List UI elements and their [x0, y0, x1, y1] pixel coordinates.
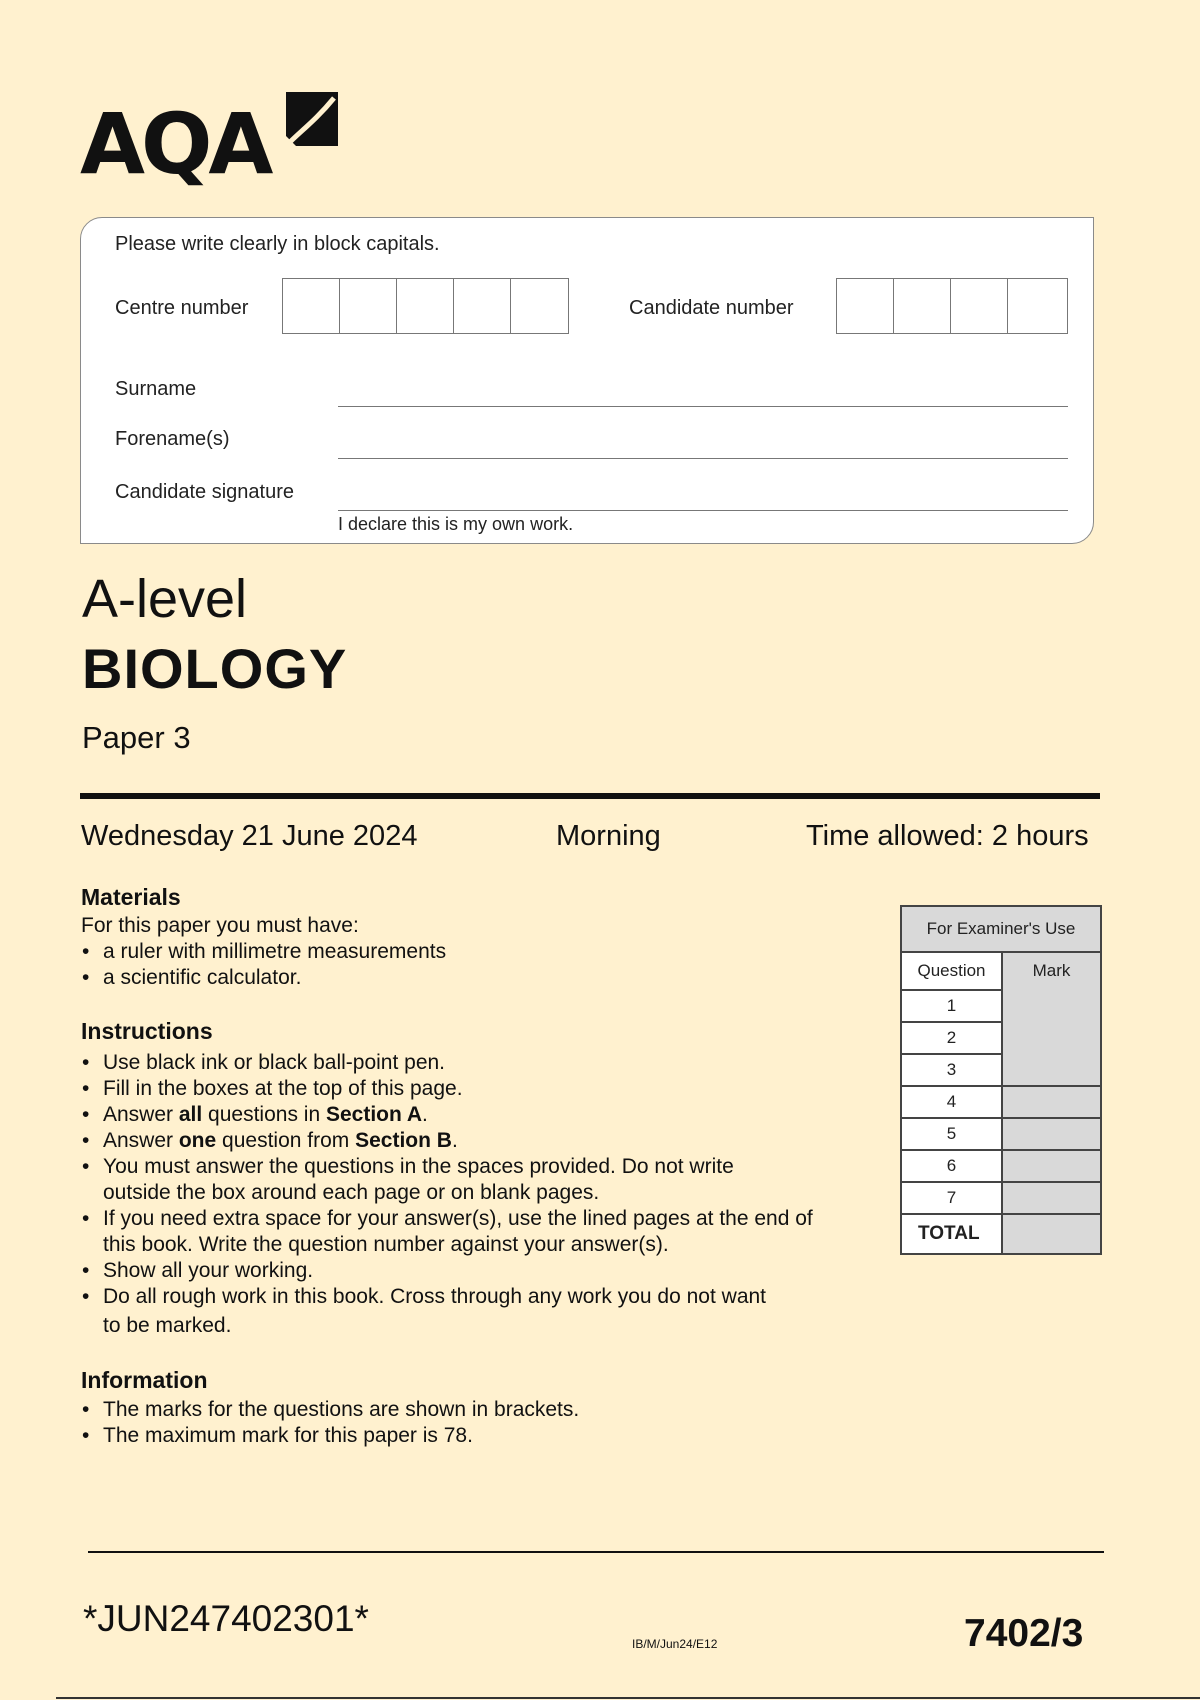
- list-item: • Answer one question from Section B.: [81, 1128, 881, 1154]
- centre-number-digit[interactable]: [397, 279, 454, 333]
- barcode-text: *JUN247402301*: [83, 1598, 369, 1639]
- question-number: 6: [901, 1150, 1002, 1182]
- forenames-label: Forename(s): [115, 428, 230, 450]
- subject-title: BIOLOGY: [82, 637, 348, 700]
- information-heading: Information: [81, 1367, 208, 1393]
- candidate-number-label: Candidate number: [629, 297, 794, 319]
- exam-date: Wednesday 21 June 2024: [81, 820, 418, 852]
- materials-list: [81, 939, 841, 991]
- mark-cell: [1002, 1150, 1101, 1182]
- list-item: • The maximum mark for this paper is 78.: [81, 1423, 841, 1449]
- examiners-use-title: For Examiner's Use: [901, 906, 1101, 952]
- list-item: • The marks for the questions are shown in brackets.: [81, 1397, 841, 1423]
- paper-code: 7402/3: [964, 1612, 1084, 1655]
- total-label: TOTAL: [901, 1214, 1002, 1254]
- instructions-section: [81, 1018, 881, 1339]
- information-list: [81, 1397, 841, 1449]
- centre-number-digit[interactable]: [283, 279, 340, 333]
- candidate-number-boxes: [836, 278, 1068, 334]
- list-item: • If you need extra space for your answer(s), use the lined pages at the end of this book. Write the question number against your answer(s).: [81, 1206, 881, 1258]
- question-number: 7: [901, 1182, 1002, 1214]
- candidate-details-box: [80, 217, 1094, 544]
- surname-line[interactable]: [338, 406, 1068, 407]
- exam-session: Morning: [556, 820, 661, 852]
- candidate-number-digit[interactable]: [837, 279, 894, 333]
- signature-label: Candidate signature: [115, 481, 295, 503]
- signature-line[interactable]: [338, 510, 1068, 511]
- examiners-use-table: [900, 905, 1102, 1255]
- mark-cell: [1002, 1182, 1101, 1214]
- materials-section: [81, 884, 841, 991]
- candidate-number-digit[interactable]: [1008, 279, 1066, 333]
- centre-number-digit[interactable]: [454, 279, 511, 333]
- paper-number: Paper 3: [82, 720, 191, 755]
- centre-number-label: Centre number: [115, 297, 249, 319]
- declaration-text: I declare this is my own work.: [338, 514, 574, 534]
- total-mark-cell: [1002, 1214, 1101, 1254]
- centre-number-digit[interactable]: [511, 279, 568, 333]
- candidate-number-digit[interactable]: [951, 279, 1008, 333]
- mark-cell: [1002, 1086, 1101, 1118]
- footer-divider: [88, 1551, 1104, 1553]
- list-item: • Fill in the boxes at the top of this page.: [81, 1076, 881, 1102]
- list-item: • a ruler with millimetre measurements: [81, 939, 841, 965]
- forenames-line[interactable]: [338, 458, 1068, 459]
- question-number: 1: [901, 990, 1002, 1022]
- centre-number-boxes: [282, 278, 569, 334]
- instructions-heading: Instructions: [81, 1018, 213, 1044]
- surname-label: Surname: [115, 378, 197, 400]
- block-capitals-instruction: Please write clearly in block capitals.: [115, 233, 440, 255]
- candidate-number-digit[interactable]: [894, 279, 951, 333]
- mark-cell: [1002, 1118, 1101, 1150]
- mark-column-header: Mark: [1002, 952, 1101, 1086]
- materials-intro: For this paper you must have:: [81, 914, 359, 937]
- document-reference: IB/M/Jun24/E12: [632, 1637, 718, 1651]
- header-divider: [80, 793, 1100, 799]
- centre-number-digit[interactable]: [340, 279, 397, 333]
- list-item: • Show all your working.: [81, 1258, 881, 1284]
- list-item: • You must answer the questions in the spaces provided. Do not write outside the box around each page or on blank pages.: [81, 1154, 881, 1206]
- list-item: • Use black ink or black ball-point pen.: [81, 1050, 881, 1076]
- bottom-rule: [56, 1697, 1200, 1699]
- logo-text: AQA: [80, 95, 270, 193]
- list-item: • a scientific calculator.: [81, 965, 841, 991]
- question-number: 5: [901, 1118, 1002, 1150]
- question-number: 2: [901, 1022, 1002, 1054]
- question-number: 4: [901, 1086, 1002, 1118]
- logo-mark-icon: [282, 90, 340, 148]
- aqa-logo: [80, 84, 340, 193]
- qualification-level: A-level: [82, 569, 248, 629]
- information-section: [81, 1367, 841, 1449]
- materials-heading: Materials: [81, 884, 181, 910]
- instructions-list: [81, 1050, 881, 1339]
- question-number: 3: [901, 1054, 1002, 1086]
- list-item: • Do all rough work in this book. Cross through any work you do not want to be marked.: [81, 1284, 881, 1339]
- list-item: • Answer all questions in Section A.: [81, 1102, 881, 1128]
- time-allowed: Time allowed: 2 hours: [806, 820, 1089, 852]
- question-column-header: Question: [901, 952, 1002, 990]
